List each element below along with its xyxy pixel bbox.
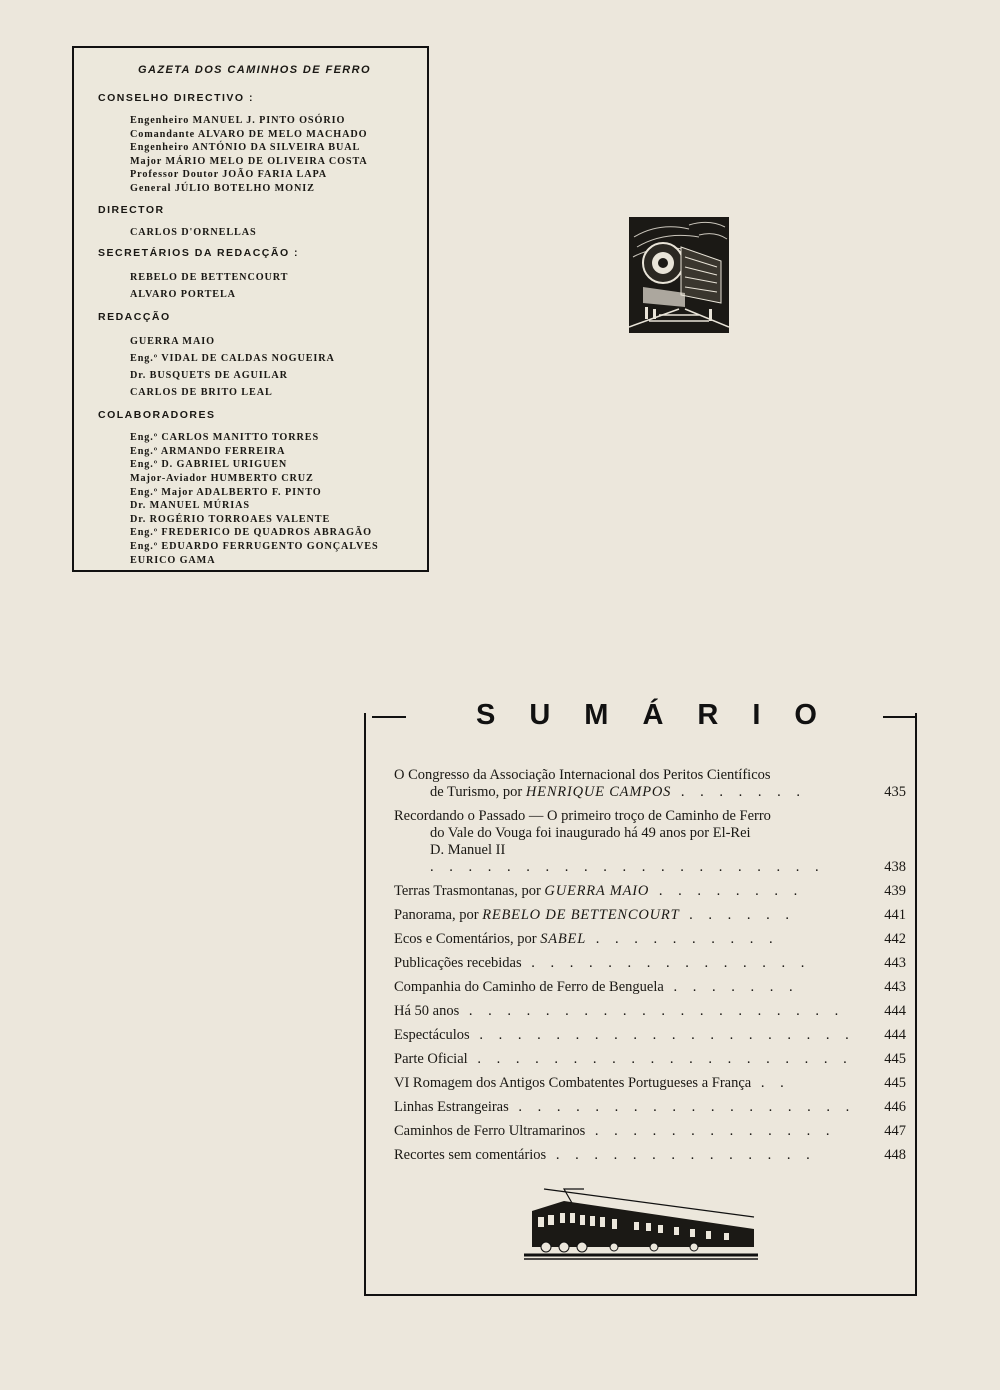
director-list: [100, 226, 409, 240]
bleed-through-texture: [470, 40, 485, 102]
colaboradores-list: [100, 431, 409, 567]
toc-entry[interactable]: [394, 808, 906, 876]
toc-entry-title: Linhas Estrangeiras: [394, 1099, 509, 1115]
toc-entry-page: 444: [884, 1003, 906, 1019]
section-heading-director: DIRECTOR: [98, 203, 165, 216]
toc-entry-page: 448: [884, 1147, 906, 1163]
leader-dots: . .: [751, 1075, 790, 1091]
toc-entry-title: Parte Oficial: [394, 1051, 468, 1067]
toc-entry-title: Recortes sem comentários: [394, 1147, 547, 1163]
toc-entry-page: 435: [884, 784, 906, 800]
toc-entry[interactable]: [394, 1075, 906, 1092]
masthead-title: GAZETA DOS CAMINHOS DE FERRO: [138, 64, 371, 76]
leader-dots: . . . . . . . . . . . . . . . . . . . .: [467, 1051, 853, 1067]
section-heading-redaccao: REDACÇÃO: [98, 311, 171, 324]
member: Comandante ALVARO DE MELO MACHADO: [130, 128, 368, 140]
toc-entry[interactable]: [394, 1027, 906, 1044]
toc-entry-title: do Vale do Vouga foi inaugurado há 49 anos por El-Rei: [430, 825, 751, 841]
member: Engenheiro ANTÓNIO DA SILVEIRA BUAL: [130, 142, 361, 154]
toc-entry[interactable]: [394, 907, 906, 924]
toc-entry-page: 442: [884, 931, 906, 947]
member: Eng.º FREDERICO DE QUADROS ABRAGÃO: [130, 527, 372, 539]
toc-entry-title: de Turismo, por: [430, 784, 526, 800]
toc-entry-author: GUERRA MAIO: [544, 883, 650, 899]
toc-entry[interactable]: [394, 979, 906, 996]
toc-entry-page: 445: [884, 1075, 906, 1091]
member: Engenheiro MANUEL J. PINTO OSÓRIO: [130, 115, 346, 126]
toc-entry[interactable]: [394, 1123, 906, 1140]
member: Major MÁRIO MELO DE OLIVEIRA COSTA: [130, 155, 368, 167]
member: CARLOS DE BRITO LEAL: [130, 387, 273, 399]
member: Eng.º Major ADALBERTO F. PINTO: [130, 486, 322, 498]
member: Eng.º EDUARDO FERRUGENTO GONÇALVES: [130, 541, 379, 553]
toc-entry-title: O Congresso da Associação Internacional dos Peritos Científicos: [394, 767, 771, 783]
summary-box: [364, 699, 917, 1296]
toc-entry-title: Publicações recebidas: [394, 955, 522, 971]
toc-entry-page: 438: [884, 859, 906, 875]
leader-dots: . . . . . . . . . . . . . . . . . . . . .: [430, 859, 825, 875]
toc-entry-page: 444: [884, 1027, 906, 1043]
toc-entry[interactable]: [394, 955, 906, 972]
leader-dots: . . . . . . .: [663, 979, 799, 995]
section-heading-secretarios: SECRETÁRIOS DA REDACÇÃO :: [98, 247, 300, 260]
toc-entry-page: 439: [884, 883, 906, 899]
member: Eng.º ARMANDO FERREIRA: [130, 445, 286, 457]
member: Eng.º VIDAL DE CALDAS NOGUEIRA: [130, 353, 335, 365]
electric-train-illustration: [524, 1181, 758, 1261]
toc-entry[interactable]: [394, 1003, 906, 1020]
toc-entry-title: Recordando o Passado — O primeiro troço de Caminho de Ferro: [394, 808, 771, 824]
toc-entry-page: 445: [884, 1051, 906, 1067]
member: EURICO GAMA: [130, 554, 216, 566]
toc-entry-title: D. Manuel II: [430, 842, 506, 858]
toc-entry-title: Terras Trasmontanas, por: [394, 883, 545, 899]
leader-dots: . . . . . . .: [671, 784, 806, 800]
toc-entry-title: Espectáculos: [394, 1027, 470, 1043]
toc-entry-page: 443: [884, 979, 906, 995]
member: REBELO DE BETTENCOURT: [130, 272, 289, 284]
toc-entry[interactable]: [394, 883, 906, 900]
toc-entry-title: Ecos e Comentários, por: [394, 931, 541, 947]
toc-entry[interactable]: [394, 767, 906, 801]
leader-dots: . . . . . . . . . . . . .: [585, 1123, 836, 1139]
toc-entry-page: 441: [884, 907, 906, 923]
member: GUERRA MAIO: [130, 336, 215, 348]
member: Eng.º CARLOS MANITTO TORRES: [130, 432, 320, 444]
summary-rule-left: [372, 716, 406, 718]
toc-entry-page: 446: [884, 1099, 906, 1115]
toc-entry-author: HENRIQUE CAMPOS: [525, 784, 672, 800]
section-heading-conselho: CONSELHO DIRECTIVO :: [98, 92, 255, 104]
toc-entry-author: REBELO DE BETTENCOURT: [482, 907, 680, 923]
locomotive-woodcut-illustration: [629, 217, 729, 333]
leader-dots: . . . . . .: [679, 907, 795, 923]
table-of-contents: [394, 767, 906, 1171]
summary-heading: SUMÁRIO: [476, 699, 851, 731]
toc-entry[interactable]: [394, 1147, 906, 1164]
member: ALVARO PORTELA: [130, 289, 236, 301]
member: CARLOS D'ORNELLAS: [130, 226, 257, 238]
section-heading-colaboradores: COLABORADORES: [98, 409, 216, 422]
toc-entry-title: Há 50 anos: [394, 1003, 460, 1019]
leader-dots: . . . . . . . . . . . . . . . . . . . .: [459, 1003, 845, 1019]
toc-entry[interactable]: [394, 1099, 906, 1116]
member: Professor Doutor JOÃO FARIA LAPA: [130, 169, 328, 181]
toc-entry-title: VI Romagem dos Antigos Combatentes Portugueses a França: [394, 1075, 752, 1091]
toc-entry-page: 447: [884, 1123, 906, 1139]
member: General JÚLIO BOTELHO MONIZ: [130, 182, 315, 194]
toc-entry-title: Panorama, por: [394, 907, 483, 923]
leader-dots: . . . . . . . . . .: [586, 931, 779, 947]
toc-entry[interactable]: [394, 1051, 906, 1068]
member: Dr. BUSQUETS DE AGUILAR: [130, 370, 288, 382]
conselho-list: [100, 114, 409, 196]
leader-dots: . . . . . . . . . . . . . .: [546, 1147, 816, 1163]
leader-dots: . . . . . . . . . . . . . . .: [521, 955, 811, 971]
leader-dots: . . . . . . . . . . . . . . . . . .: [508, 1099, 856, 1115]
toc-entry-title: Caminhos de Ferro Ultramarinos: [394, 1123, 586, 1139]
toc-entry-author: SABEL: [540, 931, 587, 947]
member: Eng.º D. GABRIEL URIGUEN: [130, 459, 288, 471]
leader-dots: . . . . . . . . . . . . . . . . . . . .: [469, 1027, 855, 1043]
redaccao-list: [100, 333, 409, 401]
toc-entry[interactable]: [394, 931, 906, 948]
member: Dr. MANUEL MÚRIAS: [130, 500, 250, 512]
member: Major-Aviador HUMBERTO CRUZ: [130, 473, 314, 485]
secretarios-list: [100, 269, 409, 303]
toc-entry-page: 443: [884, 955, 906, 971]
member: Dr. ROGÉRIO TORROAES VALENTE: [130, 513, 331, 525]
masthead-box: [72, 46, 429, 572]
toc-entry-title: Companhia do Caminho de Ferro de Benguela: [394, 979, 664, 995]
leader-dots: . . . . . . . .: [649, 883, 804, 899]
